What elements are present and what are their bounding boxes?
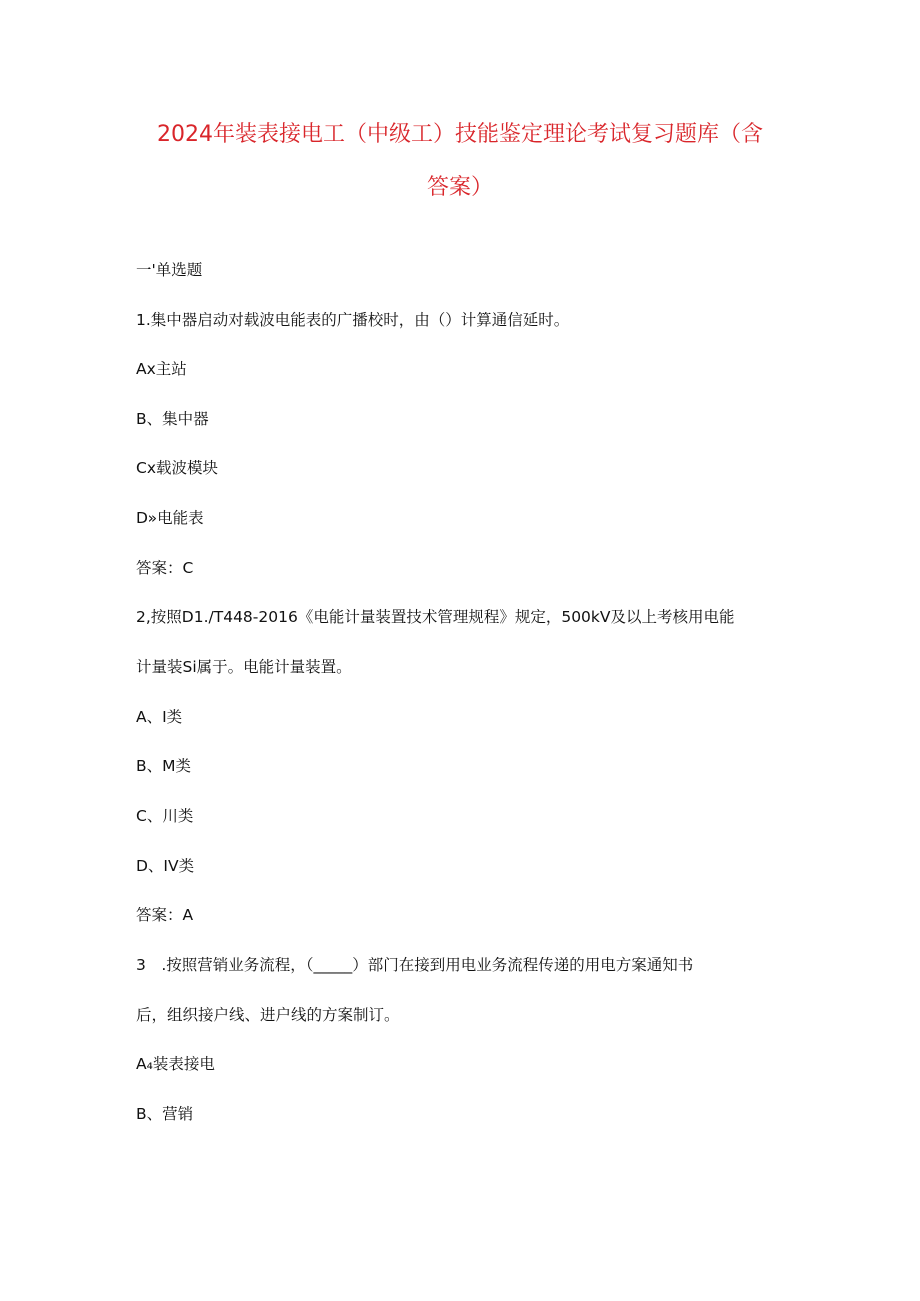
question-3-option-a: A₄装表接电 [136, 1055, 215, 1073]
question-1-option-d: D»电能表 [136, 509, 204, 527]
question-2-text-line-1: 2,按照D1./T448-2016《电能计量装置技术管理规程》规定，500kV及以上考核用电能 [136, 608, 735, 626]
question-3-text-line-1: 3 .按照营销业务流程，（_____）部门在接到用电业务流程传递的用电方案通知书 [136, 956, 694, 974]
question-1-option-b: B、集中器 [136, 410, 209, 428]
document-title-line-2: 答案） [426, 175, 493, 200]
question-3-text-line-2: 后，组织接户线、进户线的方案制订。 [136, 1006, 400, 1024]
document-title-line-1: 2024年装表接电工（中级工）技能鉴定理论考试复习题库（含 [157, 122, 763, 147]
question-2-option-b: B、M类 [136, 757, 192, 775]
question-2-option-d: D、IV类 [136, 857, 195, 875]
section-heading: 一'单选题 [136, 261, 203, 279]
question-2-option-c: C、川类 [136, 807, 194, 825]
question-2-text-line-2: 计量装Si属于。电能计量装置。 [136, 658, 352, 676]
question-2-answer: 答案：A [136, 906, 194, 924]
question-1-text: 1.集中器启动对载波电能表的广播校时，由（）计算通信延时。 [136, 311, 570, 329]
question-2-option-a: A、I类 [136, 708, 183, 726]
question-1-answer: 答案：C [136, 559, 194, 577]
question-1-option-c: Cx载波模块 [136, 459, 218, 477]
question-3-option-b: B、营销 [136, 1105, 194, 1123]
question-1-option-a: Ax主站 [136, 360, 187, 378]
